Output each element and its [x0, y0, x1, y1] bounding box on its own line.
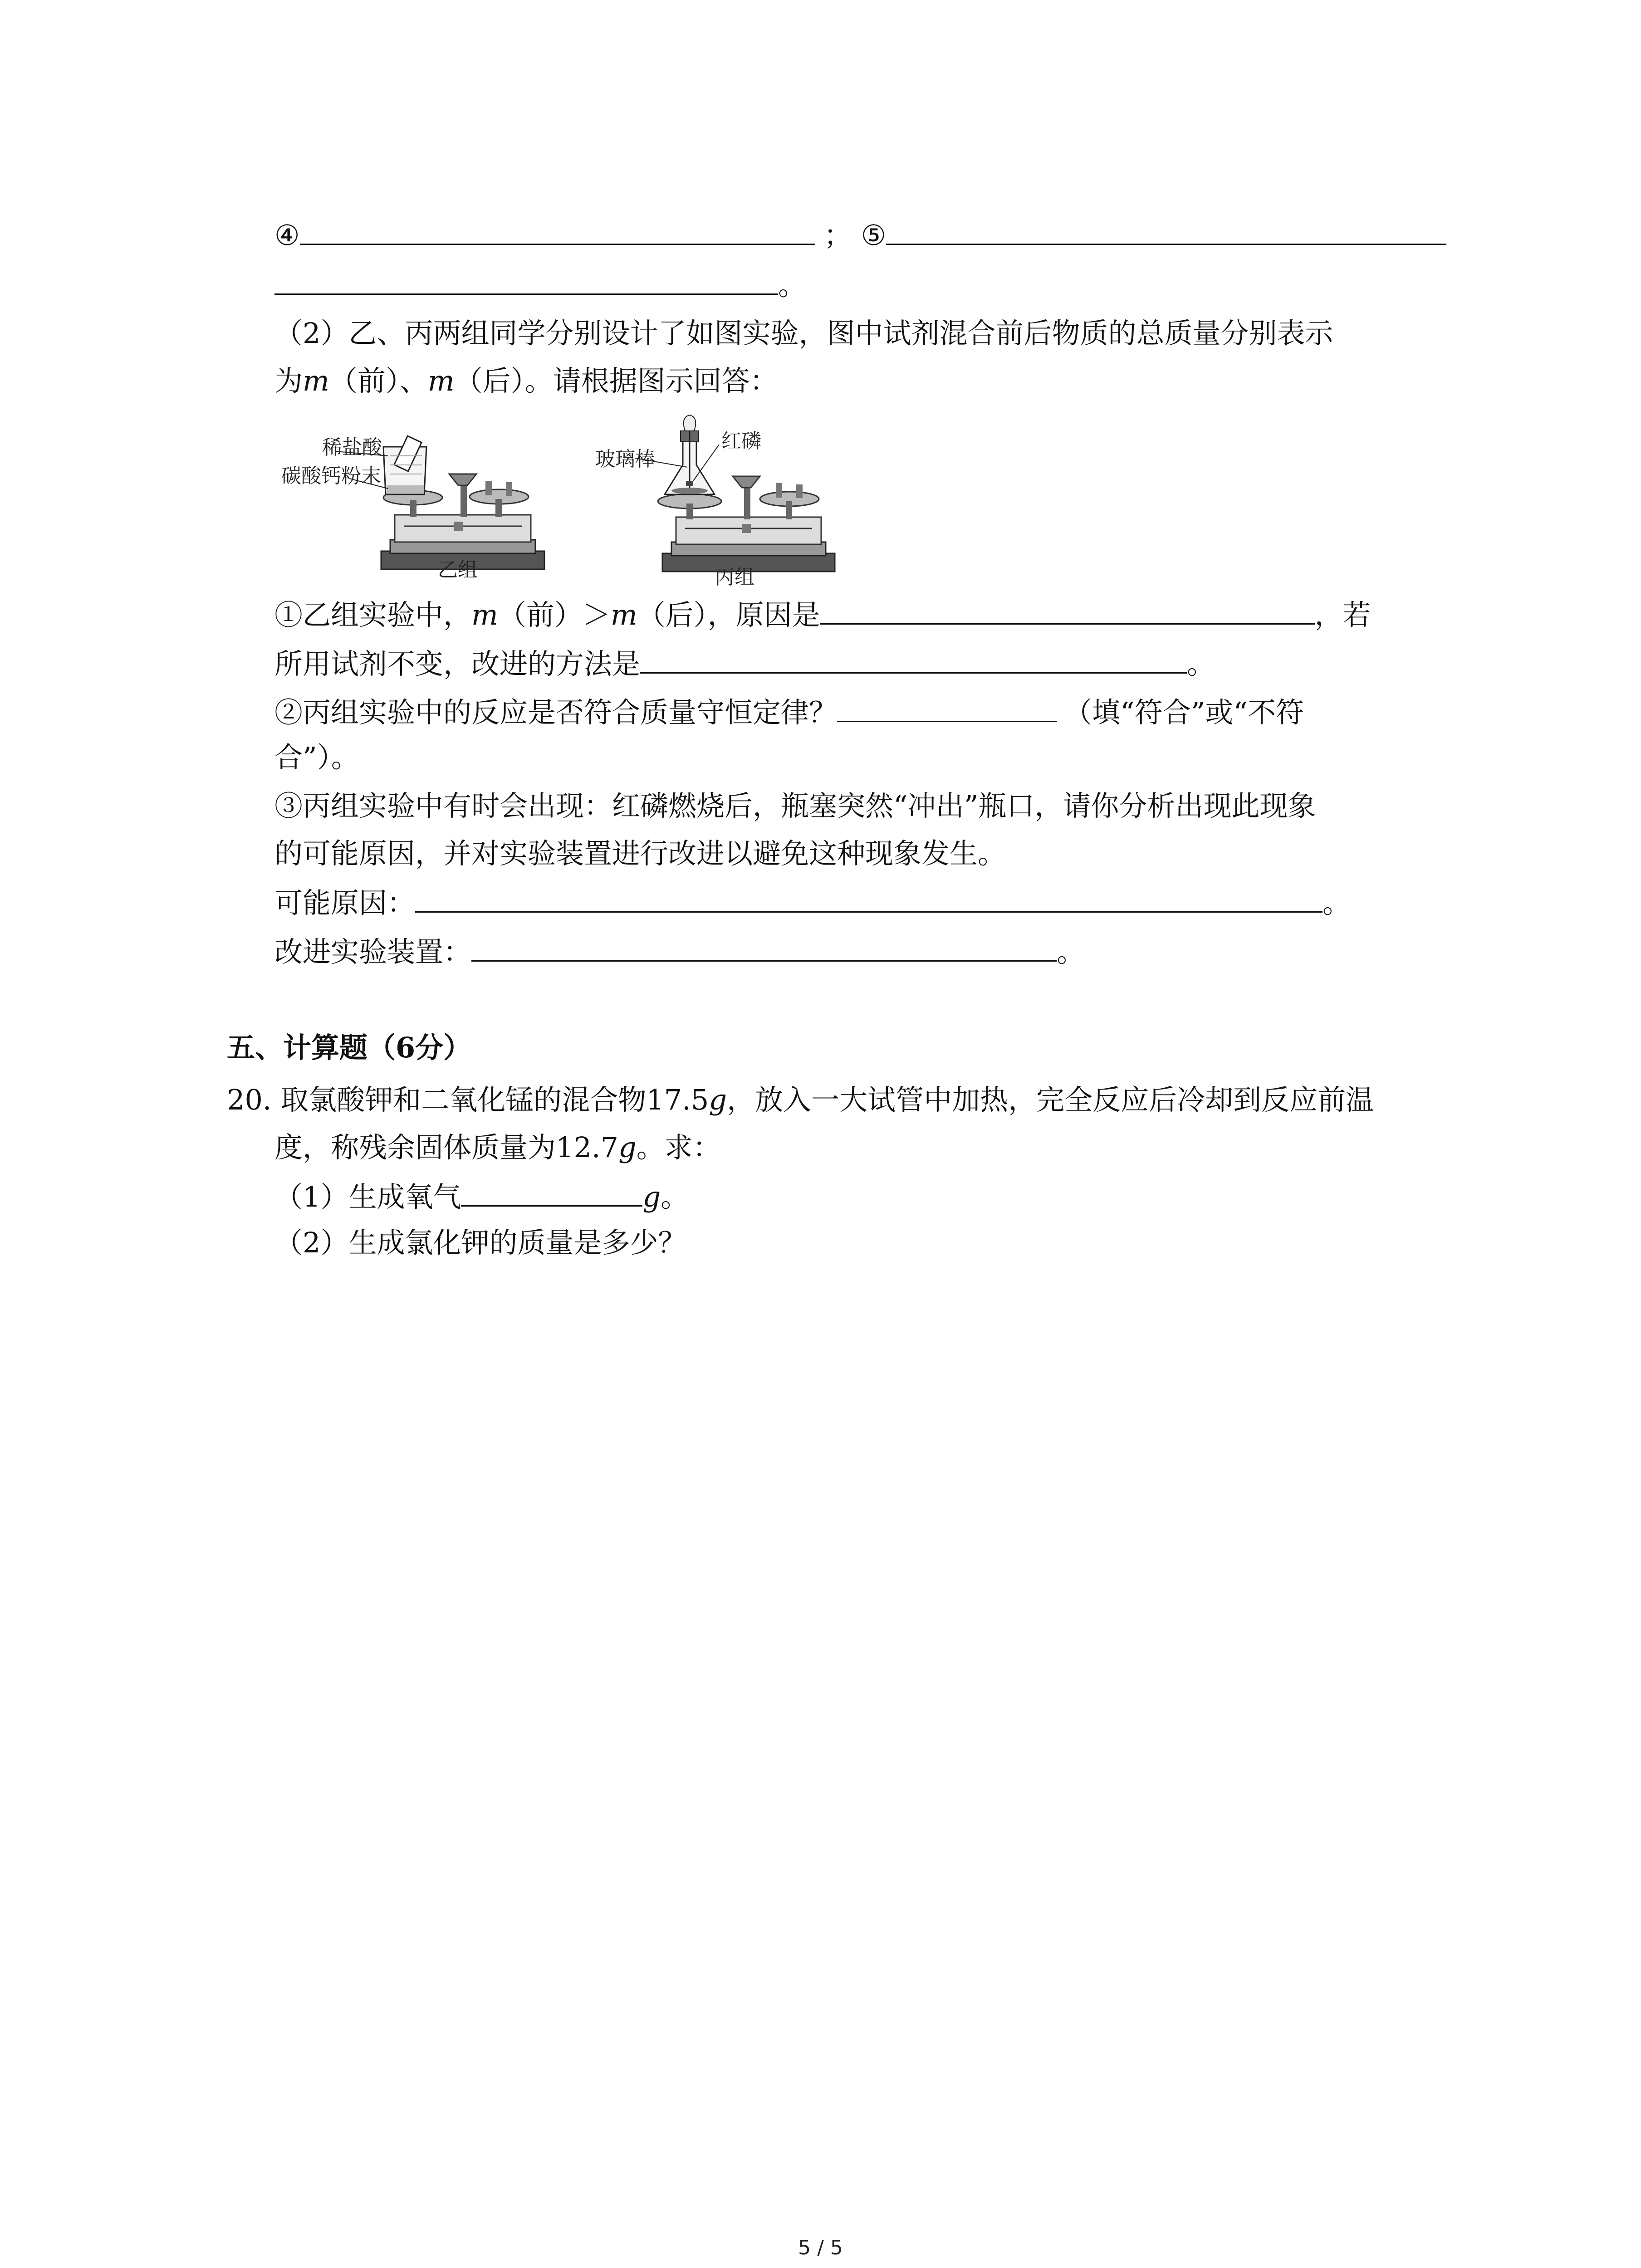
q20-sub1: （1）生成氧气 g。 [274, 1177, 689, 1215]
part2-line1: （2）乙、丙两组同学分别设计了如图实验，图中试剂混合前后物质的总质量分别表示 [274, 317, 1333, 350]
improve-device-blank[interactable] [471, 932, 1057, 962]
oxygen-mass-blank[interactable] [461, 1177, 642, 1207]
sub3-line1: ③丙组实验中有时会出现：红磷燃烧后，瓶塞突然“冲出”瓶口，请你分析出现此现象 [274, 789, 1316, 822]
answer-line-5-cont: 。 [274, 265, 806, 303]
circle-4-marker: ④ [274, 219, 300, 252]
sub3-line2: 的可能原因，并对实验装置进行改进以避免这种现象发生。 [274, 837, 1006, 870]
sub1-line2: 所用试剂不变，改进的方法是 。 [274, 644, 1215, 682]
label-red-phosphorus: 红磷 [721, 430, 761, 453]
sub2-line2: 合”）。 [274, 741, 359, 774]
q20-line2: 度，称残余固体质量为12.7g。求： [274, 1131, 721, 1164]
label-glass-rod: 玻璃棒 [595, 448, 655, 471]
circle-5-marker: ⑤ [861, 219, 887, 252]
answer-blank-5-continued[interactable] [274, 265, 778, 295]
caption-yi-group: 乙组 [438, 558, 478, 582]
improve-method-blank[interactable] [640, 644, 1187, 674]
sub2-line1: ②丙组实验中的反应是否符合质量守恒定律？ （填“符合”或“不符 [274, 693, 1304, 731]
q20-line1: 20. 取氯酸钾和二氧化锰的混合物17.5g，放入一大试管中加热，完全反应后冷却到反应前温 [227, 1083, 1374, 1116]
improve-device-line: 改进实验装置： 。 [274, 932, 1085, 970]
answer-blank-5[interactable] [886, 215, 1446, 245]
answer-line-4-5 [274, 215, 1446, 254]
answer-blank-4[interactable] [300, 215, 815, 245]
possible-reason-line: 可能原因： 。 [274, 883, 1351, 921]
q20-sub2: （2）生成氯化钾的质量是多少？ [274, 1226, 686, 1259]
label-dilute-hcl: 稀盐酸 [322, 436, 382, 459]
separator: ； [823, 219, 852, 252]
label-caco3-powder: 碳酸钙粉末 [281, 464, 381, 488]
page-number: 5 / 5 [798, 2236, 843, 2259]
conform-blank[interactable] [837, 693, 1057, 722]
possible-reason-blank[interactable] [415, 883, 1323, 913]
balance-bing-figure [590, 413, 844, 581]
caption-bing-group: 丙组 [715, 566, 754, 589]
reason-blank[interactable] [820, 595, 1315, 625]
part2-line2: 为m（前）、m（后）。请根据图示回答： [274, 364, 778, 397]
sub1-line1: ①乙组实验中，m（前）＞m（后），原因是 ，若 [274, 595, 1371, 633]
section-5-title: 五、计算题（6分） [227, 1031, 472, 1064]
